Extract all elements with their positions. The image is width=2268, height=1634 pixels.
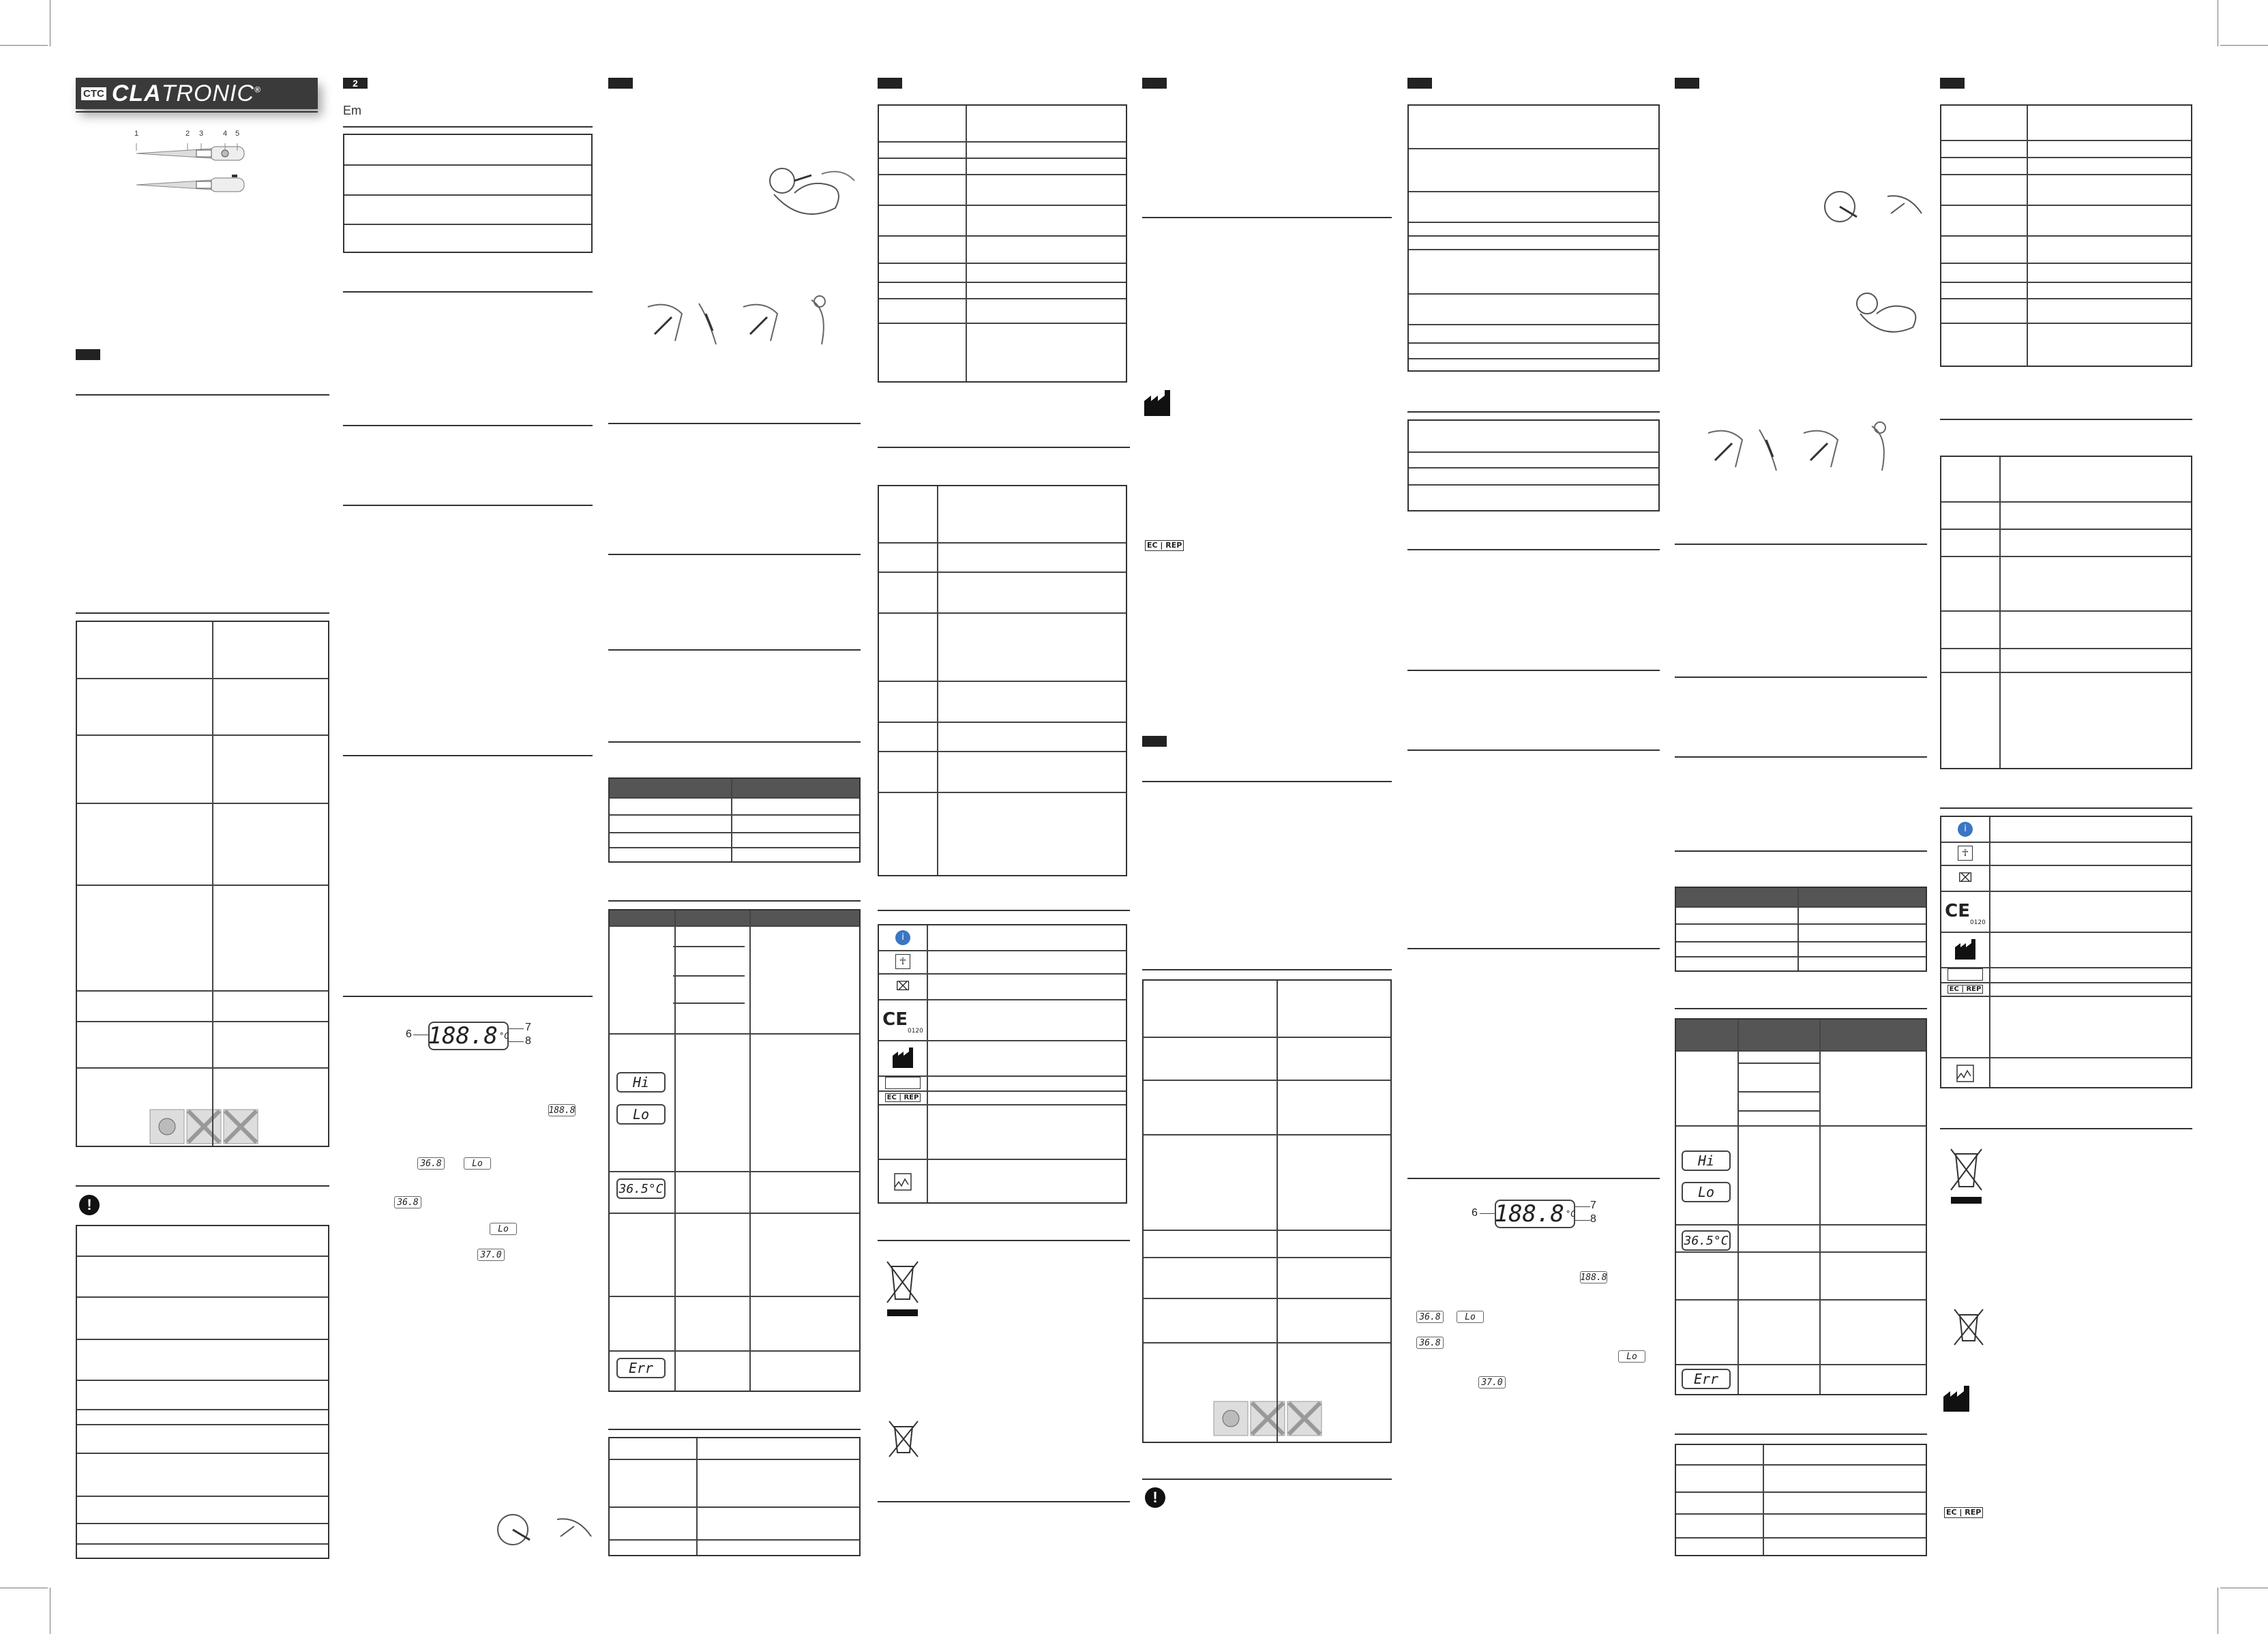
table-row-line <box>1144 1257 1390 1258</box>
lcd-lo-state: Lo <box>1682 1182 1731 1202</box>
table <box>76 621 329 1147</box>
table-row-line <box>1941 298 2191 299</box>
table <box>878 104 1127 383</box>
table-row-line <box>610 832 859 833</box>
section-rule <box>1407 1178 1660 1179</box>
section-rule <box>343 996 593 997</box>
table-row-line <box>879 681 1126 682</box>
table-row-line <box>1144 1080 1390 1081</box>
section-language-badge <box>76 349 100 360</box>
table-row-line <box>1409 148 1658 149</box>
symbols-table <box>1940 816 2192 1088</box>
table-row-line <box>1737 1063 1819 1064</box>
callout-line <box>509 1028 524 1029</box>
lcd-lo: Lo <box>464 1157 491 1170</box>
table-row-line <box>610 797 859 799</box>
manufacture-date-icon <box>1941 1058 1989 1087</box>
table-row-line <box>1676 1224 1926 1226</box>
table-row-line <box>610 1296 859 1297</box>
table-column-line <box>1763 1445 1764 1555</box>
table-row-line <box>77 1453 328 1454</box>
lcd-low: 37.0 <box>1478 1376 1506 1388</box>
table-row-line <box>344 224 591 225</box>
section-rule <box>1142 781 1392 782</box>
crop-mark <box>2220 45 2268 46</box>
table <box>343 134 593 253</box>
weee-icon: ⌧ <box>895 979 910 994</box>
table-column-line <box>1277 981 1278 1442</box>
table-row-line <box>1409 342 1658 344</box>
table-row-line <box>1941 529 2191 530</box>
table-column-line <box>696 1438 698 1555</box>
table-row-line <box>610 1033 859 1035</box>
table-row-line <box>1144 1134 1390 1135</box>
table-row-line <box>879 205 1126 206</box>
manufacture-date-icon <box>879 1160 927 1202</box>
table-row-line <box>1941 556 2191 557</box>
section-rule <box>343 755 593 756</box>
section-rule <box>343 505 593 506</box>
ce-mark-icon: CE 0120 <box>882 1009 923 1035</box>
section-rule <box>878 1501 1130 1502</box>
thermometer-illustration <box>130 128 259 196</box>
callout-6: 6 <box>406 1028 412 1040</box>
table-row-line <box>1676 906 1926 908</box>
table-row-line <box>879 141 1126 143</box>
section-rule <box>878 1240 1130 1241</box>
table-row-line <box>879 542 1126 544</box>
table-row-line <box>77 1067 328 1069</box>
lcd-reading-state: 36.5°C <box>1682 1230 1731 1251</box>
manufacturer-icon <box>1941 933 1989 966</box>
ce-mark-icon: CE 0120 <box>1945 901 1986 926</box>
lcd-last: 36.8 <box>417 1157 445 1170</box>
section-rule <box>1675 1434 1927 1435</box>
lcd-lo: Lo <box>1618 1350 1645 1363</box>
lcd-lo: Lo <box>490 1223 517 1235</box>
table-row-line <box>1676 1464 1926 1466</box>
callout-7: 7 <box>525 1022 531 1033</box>
table-row-line <box>1144 1230 1390 1231</box>
section-rule <box>1407 749 1660 751</box>
section-language-badge <box>1675 78 1699 89</box>
table <box>76 1225 329 1559</box>
table-row-line <box>1941 648 2191 649</box>
symbol-icon <box>879 1105 927 1157</box>
table <box>1407 419 1660 511</box>
section-rule <box>878 447 1130 448</box>
table-row-line <box>77 1496 328 1497</box>
table-column-line <box>1737 1020 1739 1394</box>
table-column-line <box>1797 888 1799 970</box>
table-column-line <box>212 622 213 1146</box>
lcd-lo-state: Lo <box>616 1104 666 1125</box>
table-row-line <box>1676 1050 1926 1052</box>
warning-icon: ! <box>79 1195 100 1215</box>
ec-rep-icon: EC | REP <box>1941 983 1989 994</box>
table-row-line <box>77 1339 328 1340</box>
table-row-line <box>1737 1110 1819 1112</box>
table-column-line <box>966 106 967 381</box>
table-row-line <box>1409 235 1658 237</box>
table-row-line <box>344 194 591 196</box>
warning-icon: ! <box>1145 1487 1165 1508</box>
table-column-line <box>937 486 938 875</box>
table-column-line <box>731 779 732 861</box>
table-column-line <box>749 910 751 1391</box>
table-row-line <box>77 1296 328 1298</box>
lcd-last: 36.8 <box>1416 1311 1444 1323</box>
table-row-line <box>77 1424 328 1425</box>
table-row-line <box>1409 484 1658 486</box>
table-row-line <box>879 722 1126 723</box>
table-row-line <box>1676 1491 1926 1493</box>
baby-measurement-illustration <box>1848 286 1930 341</box>
oral-measurement-illustration <box>492 1506 595 1555</box>
lcd-hi-state: Hi <box>1682 1150 1731 1171</box>
table-column-line <box>927 925 928 1202</box>
section-rule <box>1675 850 1927 852</box>
section-rule <box>76 394 329 396</box>
table-column-line <box>2027 106 2028 366</box>
part-number: 1 <box>134 130 139 138</box>
table-row-line <box>1144 1342 1390 1343</box>
table-row-line <box>1941 282 2191 283</box>
table-row-line <box>1941 157 2191 158</box>
table-row-line <box>1941 501 2191 503</box>
section-rule <box>1142 969 1392 970</box>
table-row-line <box>1941 672 2191 673</box>
table-row-line <box>77 1021 328 1022</box>
table-row-line <box>610 1350 859 1352</box>
section-language-badge <box>1142 78 1167 89</box>
brand-badge: CTC <box>81 87 106 100</box>
section-rule <box>343 126 593 128</box>
table-row-line <box>1409 467 1658 469</box>
lcd-lo: Lo <box>1457 1311 1484 1323</box>
table-row-line <box>1941 205 2191 206</box>
table-row-line <box>344 164 591 166</box>
brand-name: CLATRONIC® <box>111 80 261 106</box>
weee-bin-icon <box>884 1258 921 1320</box>
display-demo-repeat <box>1495 1200 1575 1228</box>
callout-8: 8 <box>1590 1213 1596 1225</box>
table-row-line <box>1941 140 2191 141</box>
lcd-memory: 188.8 <box>548 1105 576 1116</box>
section-rule <box>1940 807 2192 809</box>
table-row-line <box>610 1171 859 1172</box>
section-rule <box>1940 1128 2192 1129</box>
table-row-line <box>879 323 1126 324</box>
section-language-badge <box>878 78 902 89</box>
table-header-band <box>1676 888 1926 906</box>
serial-number-icon <box>879 1077 927 1089</box>
table-column-line <box>1819 1020 1821 1394</box>
page-number: 2 <box>343 78 368 89</box>
lcd-reading-state: 36.5°C <box>616 1178 666 1199</box>
table-row-line <box>879 298 1126 299</box>
measurement-positions-illustration <box>1701 419 1906 474</box>
section-language-badge <box>608 78 633 89</box>
instructions-icon: i <box>879 927 927 949</box>
section-language-badge <box>1407 78 1432 89</box>
section-rule <box>343 425 593 426</box>
table-row-line <box>879 792 1126 793</box>
table-row-line <box>879 282 1126 283</box>
table-row-line <box>1409 293 1658 295</box>
table-row-line <box>879 174 1126 175</box>
table-row-line <box>673 946 745 947</box>
section-rule <box>878 910 1130 911</box>
table <box>1675 1018 1927 1395</box>
table-row-line <box>879 263 1126 264</box>
callout-line <box>509 1041 524 1042</box>
table <box>1940 456 2192 769</box>
table-row-line <box>1676 956 1926 957</box>
table-row-line <box>1409 324 1658 325</box>
lcd-reading: 36.8 <box>1416 1337 1444 1349</box>
table-row-line <box>77 734 328 736</box>
table-row-line <box>1409 191 1658 192</box>
section-rule <box>1675 677 1927 678</box>
table-row-line <box>1144 1298 1390 1299</box>
section-language-badge <box>1940 78 1965 89</box>
weee-bin-icon <box>1952 1307 1986 1348</box>
table-row-line <box>610 925 859 927</box>
table-row-line <box>77 1256 328 1257</box>
lcd-error-state: Err <box>616 1358 666 1378</box>
manufacturer-icon <box>1942 1384 1971 1413</box>
table-row-line <box>1941 323 2191 324</box>
serial-number-icon <box>1941 968 1989 981</box>
lcd-low: 37.0 <box>477 1249 505 1261</box>
section-rule <box>1142 1479 1392 1480</box>
section-rule <box>1407 948 1660 949</box>
section-rule <box>608 900 861 902</box>
table-row-line <box>879 612 1126 614</box>
table-row-line <box>610 1213 859 1214</box>
lcd-memory: 188.8 <box>1580 1272 1607 1283</box>
section-rule <box>608 649 861 651</box>
table-row-line <box>1941 263 2191 264</box>
section-rule <box>608 423 861 424</box>
measurement-positions-illustration <box>641 293 846 348</box>
section-rule <box>1142 217 1392 218</box>
section-rule <box>1675 544 1927 545</box>
weee-bin-icon <box>886 1418 921 1459</box>
table-row-line <box>77 1523 328 1524</box>
table-row-line <box>673 975 745 977</box>
table-row-line <box>610 814 859 816</box>
table-row-line <box>1676 1299 1926 1301</box>
table-row-line <box>879 235 1126 237</box>
part-number: 5 <box>235 130 240 138</box>
section-rule <box>76 1185 329 1187</box>
table-row-line <box>673 1002 745 1004</box>
section-rule <box>343 291 593 293</box>
manufacturer-icon <box>1143 389 1172 417</box>
type-bf-icon: ☥ <box>879 951 927 972</box>
section-rule <box>1675 756 1927 758</box>
table-column-line <box>674 910 676 1391</box>
lcd-error-state: Err <box>1682 1369 1731 1389</box>
symbols-table <box>878 924 1127 1204</box>
part-number: 2 <box>185 130 190 138</box>
table-column-line <box>1989 817 1990 1087</box>
section-rule <box>608 1429 861 1430</box>
table-header-band <box>610 779 859 797</box>
weee-icon: ⌧ <box>1958 870 1973 885</box>
table-row-line <box>1676 941 1926 942</box>
table-row-line <box>1676 923 1926 925</box>
table-row-line <box>1409 358 1658 359</box>
table <box>878 485 1127 876</box>
table <box>608 909 861 1392</box>
callout-line <box>1575 1220 1590 1221</box>
table-row-line <box>1737 1091 1819 1093</box>
ec-rep-icon: EC | REP <box>879 1092 927 1103</box>
table-row-line <box>1941 610 2191 612</box>
table-row-line <box>1676 1537 1926 1539</box>
table-row-line <box>1941 174 2191 175</box>
callout-8: 8 <box>525 1035 531 1047</box>
ec-rep-mark: EC | REP <box>1944 1507 1983 1518</box>
ec-rep-mark: EC | REP <box>1145 540 1184 551</box>
table-row-line <box>77 1543 328 1545</box>
table <box>1142 979 1392 1443</box>
table-row-line <box>77 885 328 886</box>
table-column-line <box>1999 457 2001 768</box>
callout-7: 7 <box>1590 1200 1596 1211</box>
table-row-line <box>1676 1125 1926 1127</box>
section-rule <box>76 612 329 614</box>
table-row-line <box>1409 222 1658 223</box>
section-rule <box>1407 549 1660 550</box>
page-heading: Em <box>343 104 361 117</box>
table-row-line <box>77 1409 328 1410</box>
table <box>1675 1444 1927 1556</box>
oral-measurement-illustration <box>1819 183 1928 231</box>
callout-line <box>1575 1206 1590 1207</box>
table-row-line <box>1409 451 1658 453</box>
display-demo <box>428 1022 509 1050</box>
section-rule <box>1407 670 1660 671</box>
weee-bin-icon <box>1948 1146 1985 1207</box>
table-row-line <box>610 1539 859 1541</box>
instructions-icon: i <box>1941 818 1989 840</box>
section-rule <box>608 741 861 743</box>
table <box>1407 104 1660 372</box>
table-header-band <box>1676 1020 1926 1050</box>
callout-line <box>1480 1213 1495 1214</box>
baby-measurement-illustration <box>760 160 859 228</box>
section-rule <box>1675 1008 1927 1009</box>
table-row-line <box>879 751 1126 752</box>
table-row-line <box>610 847 859 848</box>
table <box>608 777 861 863</box>
section-rule <box>1940 419 2192 420</box>
table <box>1675 887 1927 972</box>
table-row-line <box>610 1459 859 1460</box>
table-header-band <box>610 910 859 925</box>
logo-rule <box>76 111 318 113</box>
symbol-icon <box>1941 997 1989 1056</box>
table-row-line <box>1144 1037 1390 1038</box>
table-row-line <box>77 1380 328 1381</box>
table-row-line <box>879 571 1126 573</box>
table-row-line <box>879 158 1126 159</box>
part-number: 3 <box>199 130 204 138</box>
display-digits: 188.8 <box>1494 1200 1564 1228</box>
section-language-badge <box>1142 736 1167 747</box>
display-unit: °C <box>498 1031 509 1041</box>
table-row-line <box>77 990 328 992</box>
part-number: 4 <box>223 130 228 138</box>
display-unit: °C <box>1565 1209 1576 1219</box>
callout-6: 6 <box>1472 1207 1478 1219</box>
manufacturer-icon <box>879 1041 927 1074</box>
table-row-line <box>1676 1364 1926 1365</box>
table-row-line <box>77 678 328 679</box>
table-row-line <box>1409 249 1658 250</box>
type-bf-icon: ☥ <box>1941 843 1989 863</box>
section-rule <box>608 554 861 555</box>
table-row-line <box>610 1506 859 1508</box>
display-digits: 188.8 <box>428 1022 498 1050</box>
ciatronic-logo <box>76 78 318 109</box>
lcd-reading: 36.8 <box>394 1196 421 1208</box>
lcd-hi-state: Hi <box>616 1072 666 1093</box>
table-row-line <box>1676 1251 1926 1253</box>
crop-mark <box>0 45 48 46</box>
section-rule <box>1407 411 1660 413</box>
table-row-line <box>1941 235 2191 237</box>
table-row-line <box>77 803 328 804</box>
table <box>1940 104 2192 367</box>
table-row-line <box>1676 1513 1926 1515</box>
table <box>608 1437 861 1556</box>
